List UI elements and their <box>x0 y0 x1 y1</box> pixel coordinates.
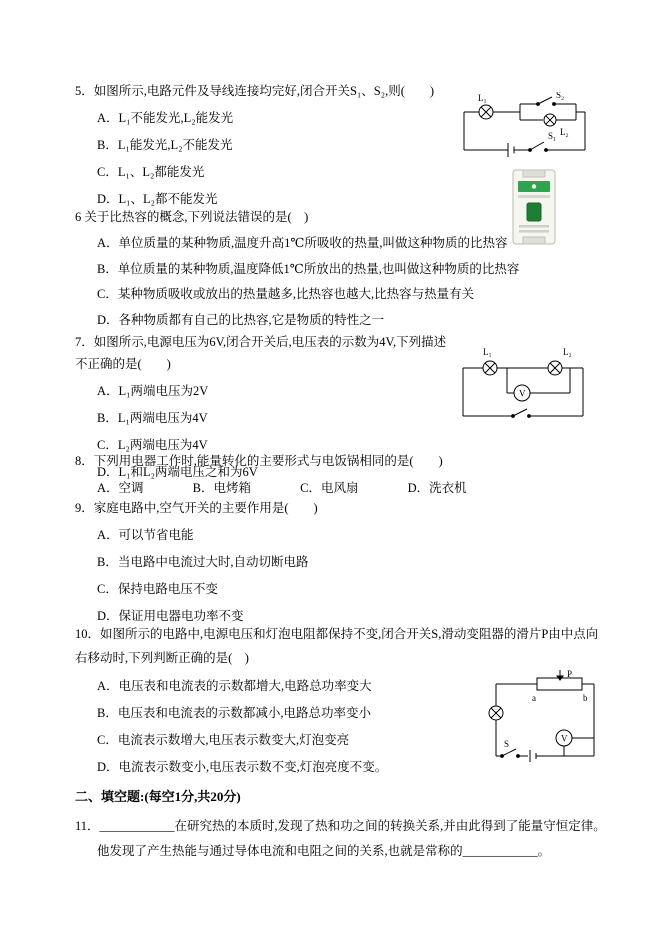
option-d: D．L₁和L₂两端电压之和为6V <box>97 465 258 479</box>
question-10-circuit-diagram <box>482 668 604 778</box>
option-a: A．空调 <box>97 481 144 495</box>
slider-label: P <box>567 669 573 679</box>
switch-s1-icon <box>530 142 544 150</box>
option-c: C．电风扇 <box>300 481 359 495</box>
option-b: B．电压表和电流表的示数都减小,电路总功率变小 <box>97 706 371 720</box>
option-d: D．各种物质都有自己的比热容,它是物质的特性之一 <box>97 312 385 327</box>
question-9-stem: 9．家庭电路中,空气开关的主要作用是( ) <box>75 501 318 515</box>
voltmeter-label: V <box>561 733 568 744</box>
option-b: B．L₁两端电压为4V <box>97 411 208 425</box>
question-7-circuit-diagram <box>455 346 592 436</box>
option-c: C．某种物质吸收或放出的热量越多,比热容也越大,比热容与热量有关 <box>97 287 475 301</box>
option-b: B．L₁能发光,L₂不能发光 <box>97 138 233 152</box>
switch1-label: S₁ <box>548 131 557 141</box>
battery-icon <box>508 143 514 157</box>
question-7-stem: 7．如图所示,电源电压为6V,闭合开关后,电压表的示数为4V,下列描述不正确的是( ) <box>75 335 447 371</box>
terminal-b-label: b <box>583 693 588 703</box>
terminal-a-label: a <box>532 693 536 703</box>
question-6-stem: 6 关于比热容的概念,下列说法错误的是( ) <box>75 210 309 224</box>
option-c: C．电流表示数增大,电压表示数变大,灯泡变亮 <box>97 733 350 747</box>
option-c: C．保持电路电压不变 <box>97 582 218 596</box>
option-c: C．L₂两端电压为4V <box>97 438 208 452</box>
battery-icon <box>530 750 536 762</box>
section-2-title: 二、填空题:(每空1分,共20分) <box>75 789 241 804</box>
switch-s2-icon <box>538 97 552 104</box>
voltmeter-label: V <box>519 388 526 399</box>
option-d: D．保证用电器电功率不变 <box>97 609 244 623</box>
question-5-stem: 5．如图所示,电路元件及导线连接均完好,闭合开关S₁、S₂,则( ) <box>75 84 435 98</box>
option-b: B．电烤箱 <box>192 481 251 495</box>
option-a: A．电压表和电流表的示数都增大,电路总功率变大 <box>97 679 372 693</box>
lamp2-label: L₂ <box>560 127 569 137</box>
option-a: A．单位质量的某种物质,温度升高1℃所吸收的热量,叫做这种物质的比热容 <box>97 236 508 250</box>
option-d: D．洗衣机 <box>407 481 467 495</box>
option-a: A．L₁不能发光,L₂能发光 <box>97 111 234 125</box>
option-a: A．可以节省电能 <box>97 528 194 542</box>
question-9-options <box>75 522 603 630</box>
question-5-circuit-diagram <box>458 92 592 170</box>
switch2-label: S₂ <box>556 92 565 100</box>
question-10-stem: 10．如图所示的电路中,电源电压和灯泡电阻都保持不变,闭合开关S,滑动变阻器的滑片P由中点向右移动时,下列判断正确的是( ) <box>75 627 599 665</box>
lamp1-label: L₁ <box>483 347 492 357</box>
option-b: B．当电路中电流过大时,自动切断电路 <box>97 555 309 569</box>
question-11-line2: 他发现了产生热能与通过导体电流和电阻之间的关系,也就是常称的____________。 <box>97 844 551 858</box>
option-b: B．单位质量的某种物质,温度降低1℃所放出的热量,也叫做这种物质的比热容 <box>97 261 520 276</box>
slider-arrow-icon <box>557 676 563 680</box>
question-6-options <box>75 231 603 333</box>
option-d: D．电流表示数变小,电压表示数不变,灯泡亮度不变。 <box>97 760 388 774</box>
lamp1-label: L₁ <box>478 93 487 103</box>
question-8-stem: 8．下列用电器工作时,能量转化的主要形式与电饭锅相同的是( ) <box>75 454 443 468</box>
question-9 <box>75 497 603 630</box>
switch-label: S <box>504 739 510 749</box>
question-11 <box>75 814 606 864</box>
option-a: A．L₁两端电压为2V <box>97 384 209 398</box>
question-11-line1: 11．____________在研究热的本质时,发现了热和功之间的转换关系,并由此得到了能量守恒定律。 <box>75 819 606 833</box>
option-c: C．L₁、L₂都能发光 <box>97 165 205 179</box>
lamp2-label: L₂ <box>563 347 572 357</box>
switch-icon <box>502 749 516 756</box>
question-8 <box>75 450 603 501</box>
switch-icon <box>513 409 527 416</box>
question-6 <box>75 206 603 333</box>
option-d: D．L₁、L₂都不能发光 <box>97 192 218 206</box>
